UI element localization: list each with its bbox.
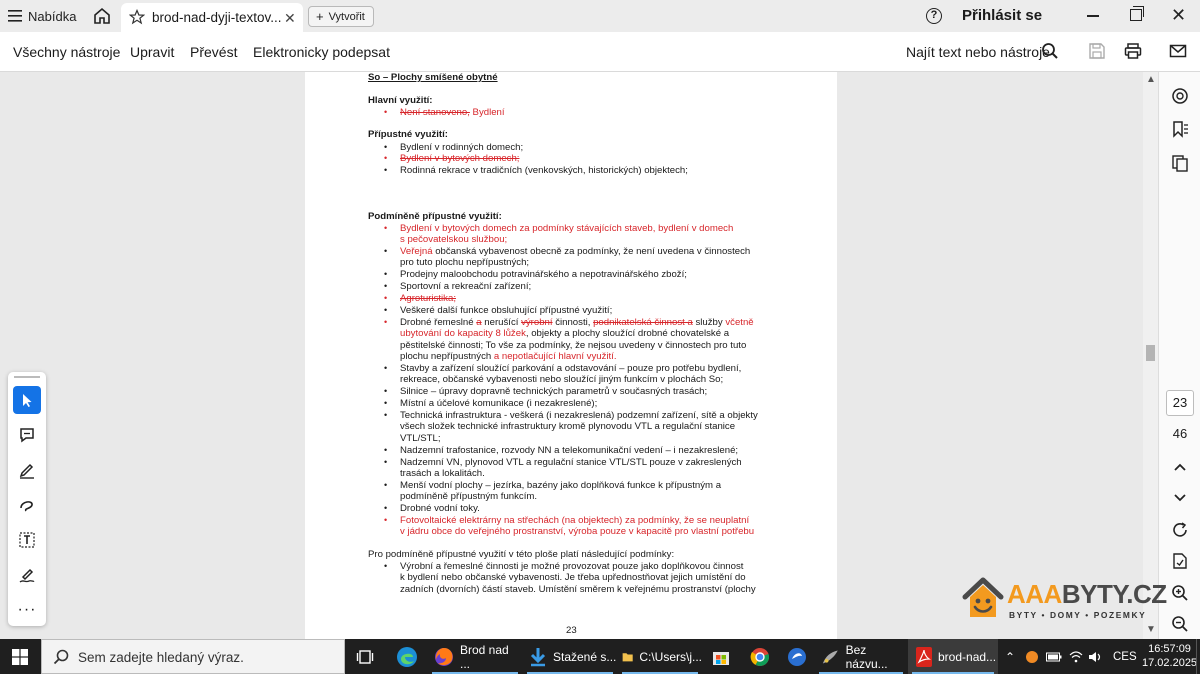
condition-text: zadních (dvorních) částí staveb. Umístění směrem k veřejnému prostranství (plochy [400,584,756,595]
bullet: • [384,246,388,256]
taskbar-search[interactable] [41,639,345,674]
draw-button[interactable] [13,491,41,519]
bullet: • [384,480,388,490]
bullet: • [384,386,388,396]
edge-icon[interactable] [396,646,418,668]
menu-button[interactable] [8,0,76,32]
title-bar [0,0,1200,32]
bullet: • [384,153,388,163]
clock-time: 16:57:09 [1148,643,1191,655]
conditional-item: Menší vodní plochy – jezírka, bazény jako doplňková funkce k přípustným a [400,480,722,491]
bullet: • [384,269,388,279]
bullet: • [384,457,388,467]
create-button[interactable] [308,6,374,27]
comment-icon[interactable] [1171,87,1189,105]
more-icon: ··· [17,601,37,618]
conditional-item: Agroturistika; [400,293,456,304]
total-pages: 46 [1172,426,1188,441]
condition-text: k bydlení nebo občanské vybavenosti. Je třeba upřednostňovat jejich umístění do [400,572,746,583]
conditional-item: Drobné řemeslné a nerušící výrobní činnosti, podnikatelská činnost a služby včetně [400,317,754,328]
pdf-icon [916,647,932,667]
select-tool-button[interactable] [13,386,41,414]
allowed-item: Rodinná rekrace v tradičních (venkovských, historických) objektech; [400,165,688,176]
text-box-icon [18,531,36,549]
right-side-panel [1158,72,1200,639]
chrome-icon[interactable] [750,647,770,667]
conditional-item-cont: VTL/STL; [400,433,441,444]
restore-icon[interactable] [1130,9,1142,21]
menu-e-sign[interactable]: Elektronicky podepsat [253,44,390,60]
bullet: • [384,515,388,525]
menu-all-tools[interactable]: Všechny nástroje [13,44,121,60]
conditional-item-cont: plochu nepřípustných a nepotlačující hlavní využití. [400,351,617,362]
bullet: • [384,503,388,513]
main-use-heading: Hlavní využití: [368,95,433,106]
bookmark-icon[interactable] [1171,120,1189,138]
highlighter-icon [18,461,36,479]
close-window-icon[interactable]: ✕ [1171,5,1187,25]
zoom-in-icon[interactable] [1171,584,1189,602]
conditional-item: Veřejná občanská vybavenost obecně za podmínky, že není uvedena v činnostech [400,246,751,257]
clock-date: 17.02.2025 [1142,657,1198,669]
conditional-item-cont: pěstitelské činnosti; To vše za podmínky, že nejsou uvedeny v činnostech pro tuto [400,340,747,351]
folder-icon [622,649,633,665]
windows-taskbar [0,639,1200,674]
cursor-icon [19,392,35,408]
language-indicator[interactable]: CES [1113,650,1137,663]
download-icon [529,647,547,667]
conditional-item-cont: s pečovatelskou službou; [400,234,508,245]
bullet: • [384,561,388,571]
wifi-icon[interactable] [1069,651,1083,663]
chevron-up-icon[interactable] [1171,458,1189,476]
comment-add-icon [18,426,36,444]
taskbar-app-label: Bez názvu... [845,642,888,671]
paint-icon [821,647,840,667]
menu-edit[interactable]: Upravit [130,44,175,60]
tab-title: brod-nad-dyji-textov... [152,10,282,25]
document-tab[interactable] [121,3,303,32]
document-view[interactable] [0,72,1143,639]
bullet: • [384,223,388,233]
find-label[interactable]: Najít text nebo nástroje [906,44,1050,60]
print-icon[interactable] [1124,42,1142,60]
palette-grip[interactable] [14,376,40,378]
task-view-icon[interactable] [356,648,374,666]
bullet: • [384,107,388,117]
battery-icon[interactable] [1046,651,1062,663]
pages-icon[interactable] [1171,154,1189,172]
taskbar-app-label: Brod nad ... [459,642,509,671]
allowed-heading: Přípustné využití: [368,129,448,140]
help-icon[interactable]: ? [926,8,942,24]
search-icon [53,649,69,665]
clock[interactable] [1142,642,1197,670]
conditional-item: Sportovní a rekreační zařízení; [400,281,532,292]
taskbar-app-label: C:\Users\j... [639,649,702,664]
home-icon[interactable] [92,6,112,26]
bullet: • [384,305,388,315]
conditions-intro: Pro podmíněně přípustné využití v této ploše platí následující podmínky: [368,549,675,560]
windows-start-icon[interactable] [12,649,28,665]
conditional-item-cont: pro tuto plochu nepřípustných; [400,257,530,268]
house-logo-icon [962,575,1004,621]
conditional-heading: Podmíněně přípustné využití: [368,211,502,222]
tray-orange-icon[interactable] [1026,651,1038,663]
volume-icon[interactable] [1088,651,1102,663]
conditional-item: Nadzemní trafostanice, rozvody NN a telekomunikační vedení – i nezakreslené; [400,445,739,456]
hamburger-icon [8,10,22,22]
taskbar-app-label: brod-nad... [938,649,997,664]
search-placeholder: Sem zadejte hledaný výraz. [78,650,244,665]
close-tab-icon[interactable]: ✕ [284,10,296,26]
conditional-item-cont: rekreace, občanské vybavenosti nebo sloužící jiným funkcím v plochách So; [400,374,724,385]
main-toolbar [0,32,1200,72]
current-page-input[interactable]: 23 [1166,390,1194,416]
allowed-item: Bydlení v rodinných domech; [400,142,524,153]
menu-label: Nabídka [28,8,77,24]
aaabyty-watermark [962,575,1167,625]
sign-pen-icon [18,566,36,584]
conditional-item-cont: všech složek technické infrastruktury kromě plynovodu VTL a regulační stanice [400,421,736,432]
vertical-scrollbar[interactable] [1143,72,1158,639]
freehand-icon [18,496,36,514]
conditional-item-cont: ubytování do kapacity 8 lůžek, objekty a plochy sloužící drobné chovatelské a [400,328,730,339]
tray-chevron-up-icon[interactable]: ⌃ [1005,649,1016,664]
minimize-icon[interactable] [1087,15,1099,17]
page-fit-icon[interactable] [1171,552,1189,570]
quick-tools-palette [8,372,46,626]
conditional-item: Silnice – úpravy dopravně technických parametrů v současných trasách; [400,386,708,397]
page-number: 23 [566,625,577,636]
save-icon[interactable] [1088,42,1106,60]
firefox-icon [434,647,454,667]
bullet: • [384,317,388,327]
pdf-page [305,72,837,639]
conditional-item: Drobné vodní toky. [400,503,480,514]
taskbar-app-firefox[interactable] [428,639,522,674]
conditional-item: Fotovoltaické elektrárny na střechách (na objektech) za podmínky, že se neuplatní [400,515,750,526]
sign-button[interactable] [13,561,41,589]
conditional-item-cont: trasách a lokalitách. [400,468,485,479]
conditional-item: Veškeré další funkce obsluhující přípustné využití; [400,305,613,316]
rotate-icon[interactable] [1171,521,1189,539]
main-use-item: Není stanoveno, Bydlení [400,107,505,118]
conditional-item: Bydlení v bytových domech za podmínky stávajících staveb, bydlení v domech [400,223,734,234]
star-icon[interactable] [129,9,145,25]
watermark-tagline: BYTY • DOMY • POZEMKY [1009,610,1147,620]
conditional-item: Nadzemní VN, plynovod VTL a regulační stanice VTL/STL pouze v zakreslených [400,457,742,468]
conditional-item-cont: v jádru obce do veřejného prostranství, výroba pouze v kapacitě pro vlastní potřebu [400,526,755,537]
search-icon[interactable] [1041,42,1059,60]
bullet: • [384,410,388,420]
bullet: • [384,281,388,291]
taskbar-app-paint[interactable] [815,639,907,674]
login-button[interactable]: Přihlásit se [962,7,1043,24]
bullet: • [384,165,388,175]
allowed-item: Bydlení v bytových domech; [400,153,520,164]
conditional-item: Místní a účelové komunikace (i nezakreslené); [400,398,598,409]
scroll-down-icon[interactable]: ▼ [1146,624,1156,635]
taskbar-app-label: Stažené s... [553,649,617,664]
app-blue-icon[interactable] [787,647,807,667]
mail-icon[interactable] [1169,42,1187,60]
add-text-button[interactable] [13,526,41,554]
conditional-item: Prodejny maloobchodu potravinářského a nepotravinářského zboží; [400,269,687,280]
highlight-button[interactable] [13,456,41,484]
bullet: • [384,445,388,455]
taskbar-app-explorer[interactable] [618,639,702,674]
scroll-up-icon[interactable]: ▲ [1146,74,1156,85]
condition-text: Výrobní a řemeslné činnosti je možné provozovat pouze jako doplňkovou činnost [400,561,744,572]
section-heading: So – Plochy smíšené obytné [368,72,498,83]
taskbar-app-downloads[interactable] [523,639,617,674]
watermark-brand: AAABYTY.CZ [1007,579,1167,609]
conditional-item-cont: podmíněně přípustným funkcím. [400,491,538,502]
plus-icon: + [316,8,324,24]
bullet: • [384,398,388,408]
store-icon[interactable] [711,647,731,667]
add-comment-button[interactable] [13,421,41,449]
bullet: • [384,293,388,303]
menu-convert[interactable]: Převést [190,44,238,60]
bullet: • [384,142,388,152]
conditional-item: Technická infrastruktura - veškerá (i nezakreslená) podzemní zařízení, sítě a objekty [400,410,758,421]
scroll-thumb[interactable] [1146,345,1155,361]
taskbar-app-acrobat[interactable] [908,639,998,674]
chevron-down-icon[interactable] [1171,488,1189,506]
zoom-out-icon[interactable] [1171,615,1189,633]
bullet: • [384,363,388,373]
conditional-item: Stavby a zařízení sloužící parkování a odstavování – pouze pro potřebu bydlení, [400,363,742,374]
more-tools-button[interactable] [13,596,41,624]
create-label: Vytvořit [328,10,365,23]
show-desktop-button[interactable] [1196,639,1200,674]
